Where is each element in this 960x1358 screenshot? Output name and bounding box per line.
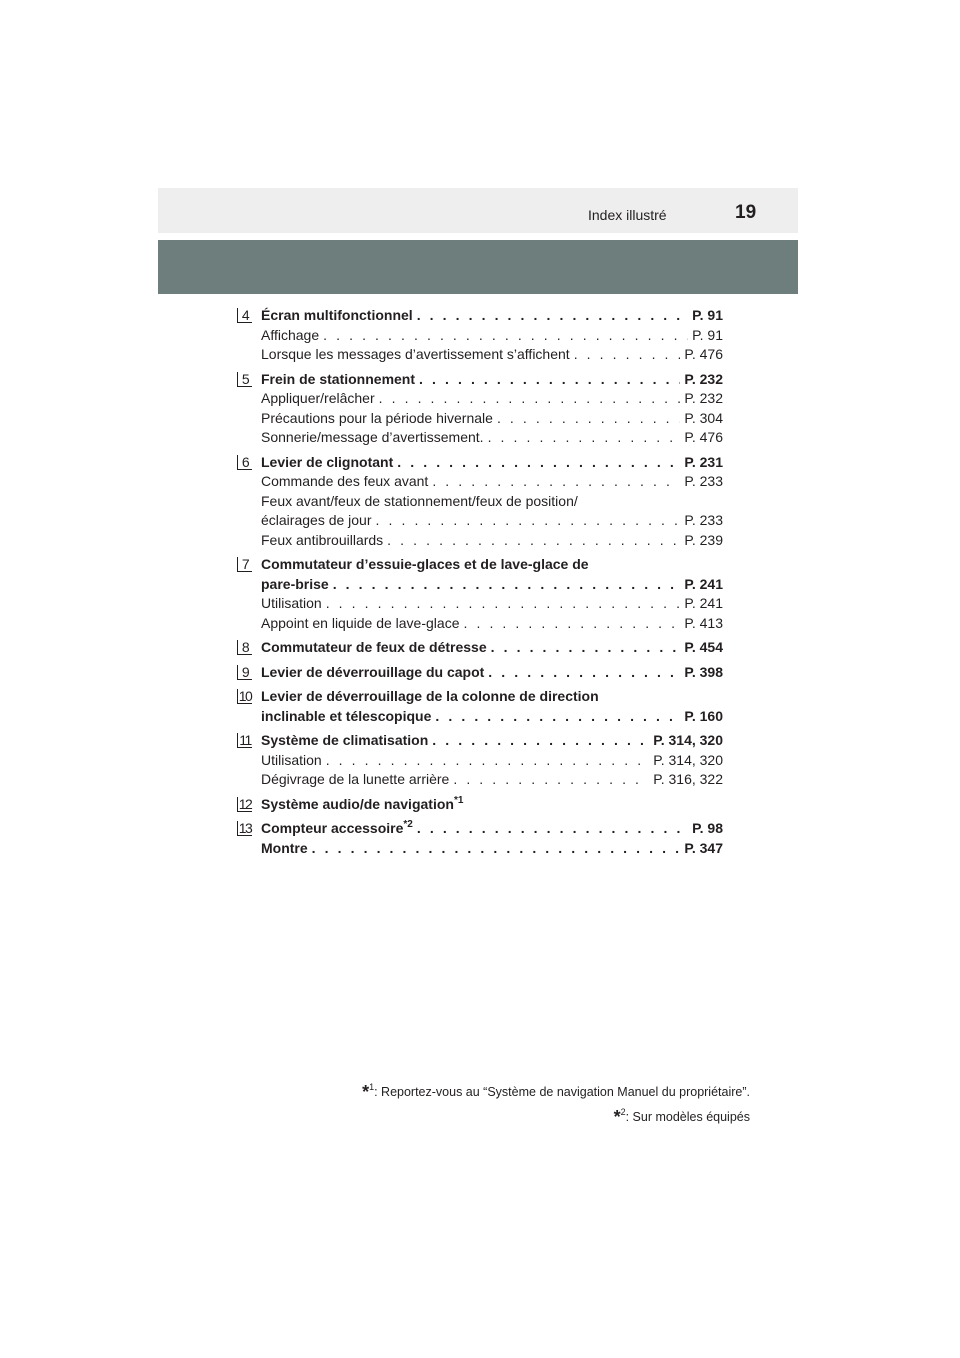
entry-subitem-line bbox=[237, 409, 723, 429]
entry-number-marker: 11 bbox=[237, 733, 252, 748]
entry-heading-line bbox=[237, 555, 723, 575]
entry-text: Appoint en liquide de lave-glace bbox=[261, 614, 460, 631]
index-entry bbox=[237, 795, 723, 815]
dot-leader bbox=[326, 751, 649, 771]
entry-heading-line bbox=[237, 663, 723, 683]
dot-leader bbox=[463, 614, 680, 634]
footnote-asterisk: * bbox=[362, 1082, 370, 1102]
entry-number-marker: 9 bbox=[237, 665, 252, 680]
footnote bbox=[362, 1102, 750, 1127]
entry-text: Commutateur d’essuie-glaces et de lave-glace de bbox=[261, 556, 589, 572]
index-entry bbox=[237, 819, 723, 858]
index-entries bbox=[237, 306, 723, 863]
index-entry bbox=[237, 453, 723, 551]
entry-subitem-line bbox=[237, 428, 723, 448]
dot-leader bbox=[491, 638, 681, 658]
footnote-reference: *2 bbox=[403, 819, 413, 830]
entry-heading-line bbox=[237, 839, 723, 859]
dot-leader bbox=[488, 663, 680, 683]
page-reference: P. 454 bbox=[684, 639, 723, 655]
entry-text: Montre bbox=[261, 839, 308, 856]
entry-subitem-line bbox=[237, 594, 723, 614]
dot-leader bbox=[419, 370, 680, 390]
entry-text: Levier de déverrouillage du capot bbox=[261, 663, 485, 680]
dot-leader bbox=[333, 575, 681, 595]
header-bar bbox=[158, 240, 798, 294]
entry-number-marker: 12 bbox=[238, 795, 252, 812]
entry-heading-line bbox=[237, 707, 723, 727]
page-reference: P. 314, 320 bbox=[653, 732, 723, 748]
footnote-text: : Sur modèles équipés bbox=[625, 1110, 750, 1124]
dot-leader bbox=[574, 345, 681, 365]
dot-leader bbox=[379, 389, 681, 409]
page-reference: P. 98 bbox=[692, 820, 723, 836]
index-entry bbox=[237, 687, 723, 726]
page-reference: P. 476 bbox=[684, 429, 723, 445]
page-reference: P. 316, 322 bbox=[653, 771, 723, 787]
entry-number-marker: 4 bbox=[237, 308, 252, 323]
dot-leader bbox=[312, 839, 681, 859]
entry-text: Appliquer/relâcher bbox=[261, 390, 375, 406]
dot-leader bbox=[397, 453, 680, 473]
page-reference: P. 413 bbox=[684, 614, 723, 631]
page-reference: P. 241 bbox=[684, 595, 723, 611]
entry-number-marker: 10 bbox=[238, 688, 252, 704]
footnote-number: 1 bbox=[369, 1082, 375, 1092]
page-reference: P. 304 bbox=[684, 409, 723, 426]
dot-leader bbox=[417, 306, 688, 326]
page-reference: P. 231 bbox=[684, 453, 723, 470]
index-entry bbox=[237, 731, 723, 790]
footnotes bbox=[362, 1077, 750, 1127]
index-entry bbox=[237, 306, 723, 365]
page-reference: P. 91 bbox=[692, 307, 723, 323]
entry-text: Utilisation bbox=[261, 595, 322, 611]
dot-leader bbox=[417, 819, 688, 839]
entry-heading-line bbox=[237, 795, 723, 815]
entry-text: Commutateur de feux de détresse bbox=[261, 639, 487, 655]
entry-subitem-line bbox=[237, 511, 723, 531]
entry-heading-line bbox=[237, 638, 723, 658]
entry-subitem-line bbox=[237, 751, 723, 771]
entry-text: Feux antibrouillards bbox=[261, 531, 384, 548]
entry-text: Frein de stationnement bbox=[261, 370, 416, 387]
dot-leader bbox=[432, 472, 680, 492]
footnote-reference: *1 bbox=[453, 794, 464, 806]
entry-number-marker: 8 bbox=[237, 640, 252, 655]
section-title: Index illustré bbox=[588, 207, 667, 223]
entry-number-marker: 7 bbox=[237, 557, 252, 572]
page-reference: P. 314, 320 bbox=[653, 751, 723, 768]
page-reference: P. 233 bbox=[684, 512, 723, 528]
dot-leader bbox=[326, 594, 681, 614]
index-entry bbox=[237, 638, 723, 658]
footnote-text: : Reportez-vous au “Système de navigation Manuel du propriétaire”. bbox=[374, 1085, 750, 1099]
page-reference: P. 239 bbox=[684, 531, 723, 548]
entry-subitem-line bbox=[237, 472, 723, 492]
entry-heading-line bbox=[237, 306, 723, 326]
page-reference: P. 476 bbox=[684, 346, 723, 362]
entry-subitem-line bbox=[237, 326, 723, 346]
entry-text: Précautions pour la période hivernale bbox=[261, 409, 493, 426]
entry-subitem-line bbox=[237, 531, 723, 551]
page-number: 19 bbox=[735, 202, 757, 223]
entry-text: Système de climatisation bbox=[261, 732, 429, 748]
page-reference: P. 160 bbox=[684, 707, 723, 724]
entry-heading-line bbox=[237, 370, 723, 390]
page-reference: P. 232 bbox=[684, 370, 723, 387]
dot-leader bbox=[497, 409, 680, 429]
entry-text: Dégivrage de la lunette arrière bbox=[261, 771, 450, 787]
entry-text: Utilisation bbox=[261, 751, 322, 768]
entry-number-marker: 13 bbox=[238, 820, 252, 836]
footnote bbox=[362, 1077, 750, 1102]
entry-heading-line bbox=[237, 819, 723, 839]
entry-text: Commande des feux avant bbox=[261, 473, 429, 489]
entry-subitem-line bbox=[237, 345, 723, 365]
entry-subitem-line bbox=[237, 614, 723, 634]
dot-leader bbox=[323, 326, 688, 346]
entry-text: Sonnerie/message d’avertissement. bbox=[261, 429, 484, 445]
header-band bbox=[158, 188, 798, 233]
entry-text: Système audio/de navigation$^{*1}$ bbox=[261, 794, 464, 812]
entry-heading-line bbox=[237, 453, 723, 473]
entry-number-marker: 5 bbox=[237, 372, 252, 387]
entry-heading-line bbox=[237, 575, 723, 595]
entry-text: Compteur accessoire$^{*2}$ bbox=[261, 819, 413, 836]
dot-leader bbox=[488, 428, 681, 448]
page-reference: P. 233 bbox=[684, 473, 723, 489]
index-entry bbox=[237, 555, 723, 633]
entry-heading-line bbox=[237, 687, 723, 707]
entry-subitem-line bbox=[237, 770, 723, 790]
entry-text: Lorsque les messages d’avertissement s’affichent bbox=[261, 346, 570, 362]
page-reference: P. 241 bbox=[684, 575, 723, 592]
entry-subitem-line bbox=[237, 389, 723, 409]
index-entry bbox=[237, 370, 723, 448]
footnote-number: 2 bbox=[620, 1107, 626, 1117]
page-reference: P. 91 bbox=[692, 326, 723, 343]
entry-text: pare-brise bbox=[261, 575, 329, 592]
entry-text: Feux avant/feux de stationnement/feux de position/ bbox=[261, 492, 578, 509]
entry-text: Levier de clignotant bbox=[261, 453, 394, 470]
entry-number-marker: 6 bbox=[237, 455, 252, 470]
footnote-asterisk: * bbox=[613, 1107, 621, 1127]
entry-text: Levier de déverrouillage de la colonne de direction bbox=[261, 688, 599, 704]
index-entry bbox=[237, 663, 723, 683]
dot-leader bbox=[387, 531, 680, 551]
dot-leader bbox=[453, 770, 649, 790]
entry-subitem-line bbox=[237, 492, 723, 512]
dot-leader bbox=[376, 511, 681, 531]
entry-text: Affichage bbox=[261, 326, 320, 343]
entry-text: éclairages de jour bbox=[261, 512, 372, 528]
entry-heading-line bbox=[237, 731, 723, 751]
dot-leader bbox=[432, 731, 649, 751]
entry-text: Écran multifonctionnel bbox=[261, 307, 413, 323]
page-reference: P. 232 bbox=[684, 390, 723, 406]
page-reference: P. 398 bbox=[684, 663, 723, 680]
entry-text: inclinable et télescopique bbox=[261, 707, 432, 724]
dot-leader bbox=[435, 707, 680, 727]
page-reference: P. 347 bbox=[684, 839, 723, 856]
